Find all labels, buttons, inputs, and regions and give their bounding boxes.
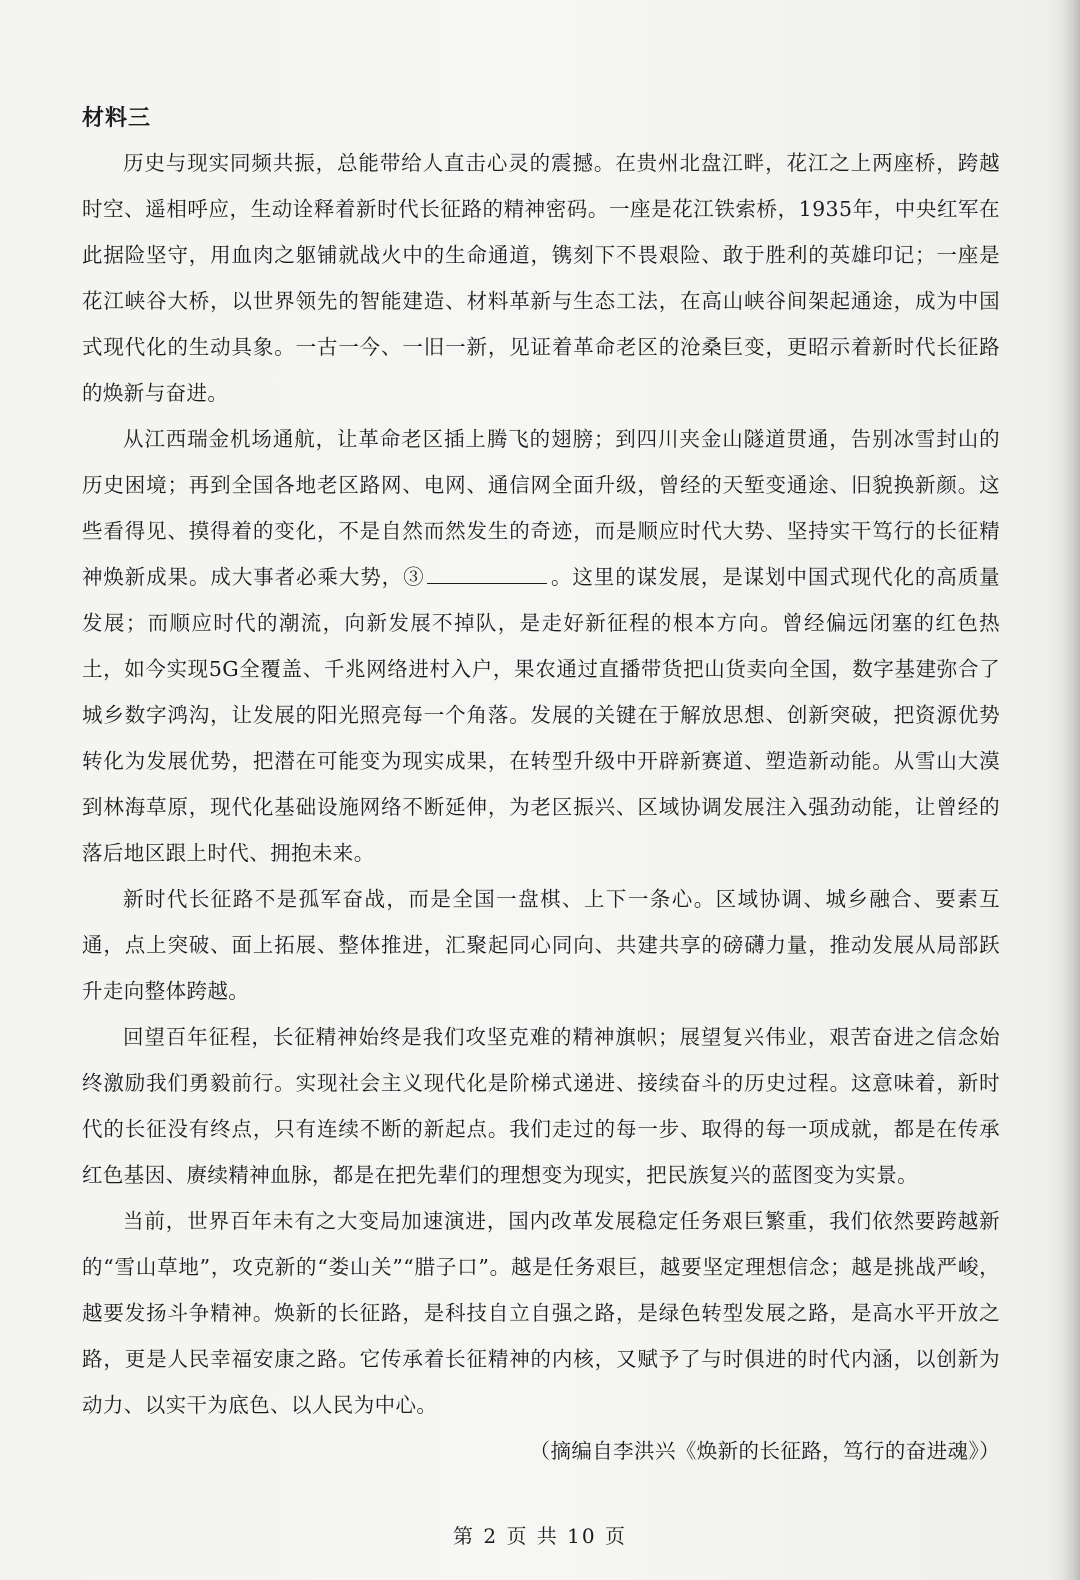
paragraph-1: 历史与现实同频共振，总能带给人直击心灵的震撼。在贵州北盘江畔，花江之上两座桥，跨越时空、遥相呼应，生动诠释着新时代长征路的精神密码。一座是花江铁索桥，1935年，中央红军在此据险坚守，用血肉之躯铺就战火中的生命通道，镌刻下不畏艰险、敢于胜利的英雄印记；一座是花江峡谷大桥，以世界领先的智能建造、材料革新与生态工法，在高山峡谷间架起通途，成为中国式现代化的生动具象。一古一今、一旧一新，见证着革命老区的沧桑巨变，更昭示着新时代长征路的焕新与奋进。 — [82, 151, 1000, 405]
material-heading: 材料三 — [82, 105, 152, 131]
paragraph-4: 回望百年征程，长征精神始终是我们攻坚克难的精神旗帜；展望复兴伟业，艰苦奋进之信念始终激励我们勇毅前行。实现社会主义现代化是阶梯式递进、接续奋斗的历史过程。这意味着，新时代的长征没有终点，只有连续不断的新起点。我们走过的每一步、取得的每一项成就，都是在传承红色基因、赓续精神血脉，都是在把先辈们的理想变为现实，把民族复兴的蓝图变为实景。 — [82, 1025, 1000, 1187]
page-number: 第 2 页 共 10 页 — [453, 1524, 627, 1548]
source-citation: （摘编自李洪兴《焕新的长征路，笃行的奋进魂》） — [529, 1439, 1000, 1463]
paragraph-5: 当前，世界百年未有之大变局加速演进，国内改革发展稳定任务艰巨繁重，我们依然要跨越新的“雪山草地”，攻克新的“娄山关”“腊子口”。越是任务艰巨，越要坚定理想信念；越是挑战严峻，越要发扬斗争精神。焕新的长征路，是科技自立自强之路，是绿色转型发展之路，是高水平开放之路，更是人民幸福安康之路。它传承着长征精神的内核，又赋予了与时俱进的时代内涵，以创新为动力、以实干为底色、以人民为中心。 — [82, 1209, 1000, 1417]
paragraph-2-after-blank: 这里的谋发展，是谋划中国式现代化的高质量发展；而顺应时代的潮流，向新发展不掉队，是走好新征程的根本方向。曾经偏远闭塞的红色热土，如今实现5G全覆盖、千兆网络进村入户，果农通过直播带货把山货卖向全国，数字基建弥合了城乡数字鸿沟，让发展的阳光照亮每一个角落。发展的关键在于解放思想、创新突破，把资源优势转化为发展优势，把潜在可能变为现实成果，在转型升级中开辟新赛道、塑造新动能。从雪山大漠到林海草原，现代化基础设施网络不断延伸，为老区振兴、区域协调发展注入强劲动能，让曾经的落后地区跟上时代、拥抱未来。 — [82, 565, 1001, 865]
paragraph-3: 新时代长征路不是孤军奋战，而是全国一盘棋、上下一条心。区域协调、城乡融合、要素互通，点上突破、面上拓展、整体推进，汇聚起同心同向、共建共享的磅礴力量，推动发展从局部跃升走向整体跨越。 — [82, 887, 1000, 1003]
paragraph-2: 从江西瑞金机场通航，让革命老区插上腾飞的翅膀；到四川夹金山隧道贯通，告别冰雪封山的历史困境；再到全国各地老区路网、电网、通信网全面升级，曾经的天堑变通途、旧貌换新颜。这些看得见、摸得着的变化，不是自然而然发生的奇迹，而是顺应时代大势、坚持实干笃行的长征精神焕新成果。成大事者必乘大势，③ 。这里的谋发展，是谋划中国式现代化的高质量发展；而顺应时代的潮流，向新发展不掉队，是走好新征程的根本方向。曾经偏远闭塞的红色热土，如今实现5G全覆盖、千兆网络进村入户，果农通过直播带货把山货卖向全国，数字基建弥合了城乡数字鸿沟，让发展的阳光照亮每一个角落。发展的关键在于解放思想、创新突破，把资源优势转化为发展优势，把潜在可能变为现实成果，在转型升级中开辟新赛道、塑造新动能。从雪山大漠到林海草原，现代化基础设施网络不断延伸，为老区振兴、区域协调发展注入强劲动能，让曾经的落后地区跟上时代、拥抱未来。 — [82, 427, 1001, 865]
page-edge-shadow — [1062, 0, 1080, 1580]
article-body — [82, 96, 1000, 1474]
fill-in-blank-3 — [427, 563, 547, 584]
paragraph-2-before-blank: 从江西瑞金机场通航，让革命老区插上腾飞的翅膀；到四川夹金山隧道贯通，告别冰雪封山的历史困境；再到全国各地老区路网、电网、通信网全面升级，曾经的天堑变通途、旧貌换新颜。这些看得见、摸得着的变化，不是自然而然发生的奇迹，而是顺应时代大势、坚持实干笃行的长征精神焕新成果。成大事者必乘大势，③ — [82, 427, 1000, 589]
